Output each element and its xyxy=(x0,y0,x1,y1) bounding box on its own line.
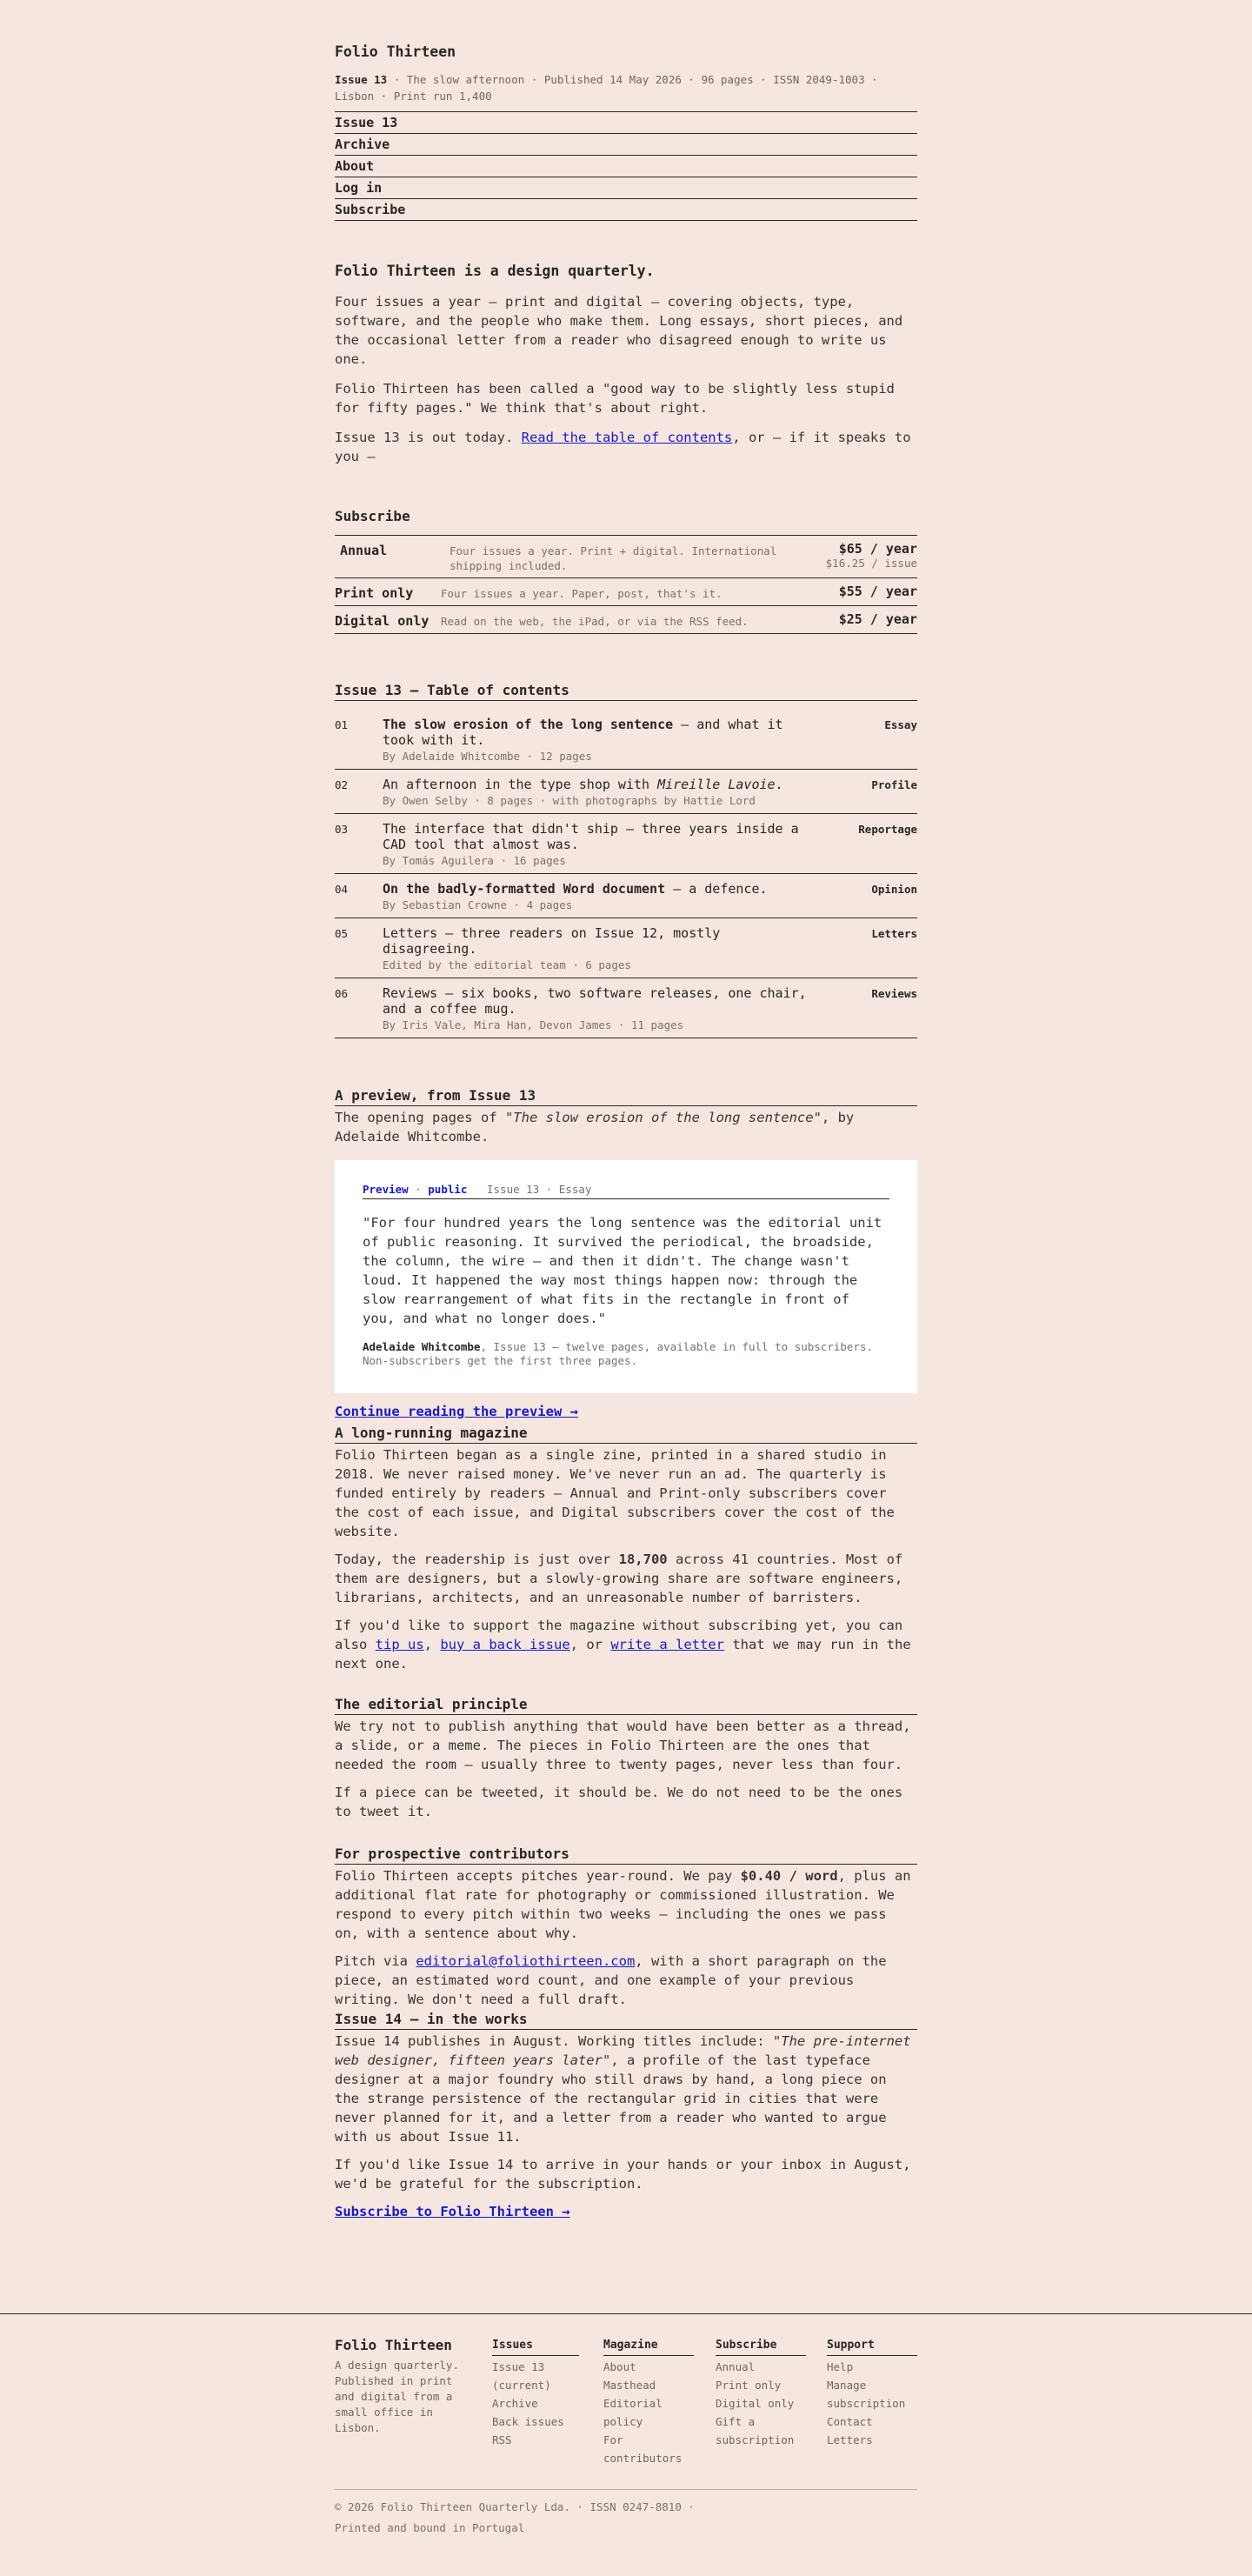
toc-byline: By Owen Selby · 8 pages · with photographs by Hattie Lord xyxy=(383,794,756,807)
toc-byline: By Iris Vale, Mira Han, Devon James · 11 pages xyxy=(383,1018,684,1031)
toc-kind: Reviews xyxy=(871,987,917,1000)
principle-paragraph-2: If a piece can be tweeted, it should be. We do not need to be the ones to tweet it. xyxy=(335,1785,903,1819)
footer-divider xyxy=(0,2313,1252,2314)
toc-number: 02 xyxy=(335,778,349,791)
toc-number: 04 xyxy=(335,883,349,896)
write-letter-link[interactable]: write a letter xyxy=(610,1637,724,1652)
history-section xyxy=(335,1425,917,1673)
history-text: Today, the readership is just over xyxy=(335,1552,619,1567)
contrib-text: Folio Thirteen accepts pitches year-round. We pay xyxy=(335,1868,741,1884)
preview-tag[interactable]: Preview xyxy=(363,1183,409,1196)
toc-item[interactable] xyxy=(335,874,917,918)
toc-link[interactable]: Read the table of contents xyxy=(521,430,733,445)
plan-price-note: $16.25 / issue xyxy=(825,557,917,570)
toc-number: 06 xyxy=(335,987,349,1000)
intro-heading: Folio Thirteen is a design quarterly. xyxy=(335,263,655,279)
toc-title xyxy=(383,777,809,792)
footer-link[interactable]: Back issues xyxy=(492,2415,564,2428)
toc-item[interactable] xyxy=(335,814,917,874)
toc-heading: Issue 13 — Table of contents xyxy=(335,682,917,701)
toc-byline: By Tomás Aguilera · 16 pages xyxy=(383,854,566,867)
toc-title-em: Mireille Lavoie xyxy=(657,777,776,792)
toc-section xyxy=(335,682,917,1038)
quote-author: Adelaide Whitcombe xyxy=(363,1340,481,1353)
footer-tagline: A design quarterly. Published in print and digital from a small office in Lisbon. xyxy=(335,2359,459,2434)
intro-paragraph-3 xyxy=(335,428,917,466)
toc-list xyxy=(335,710,917,1038)
next-issue-paragraph-2: If you'd like Issue 14 to arrive in your hands or your inbox in August, we'd be grateful for the subscription. xyxy=(335,2157,911,2192)
preview-card-header: Preview · public Issue 13 · Essay xyxy=(363,1183,889,1199)
contributors-paragraph-1 xyxy=(335,1866,917,1943)
support-sep: , or xyxy=(569,1637,611,1652)
main-nav xyxy=(335,111,917,221)
contrib-text-end: , plus an additional flat rate for photography or commissioned illustration. We respond to every pitch within two weeks — including the ones we pass on, with a sentence about why. xyxy=(335,1868,911,1941)
footer-col-magazine xyxy=(603,2336,694,2467)
plans-table xyxy=(335,535,917,634)
contributors-heading: For prospective contributors xyxy=(335,1845,917,1865)
toc-number: 01 xyxy=(335,718,349,731)
footer-link[interactable]: Gift a subscription xyxy=(716,2415,795,2446)
nav-archive[interactable]: Archive xyxy=(335,134,917,156)
history-heading: A long-running magazine xyxy=(335,1425,917,1444)
plan-name: Print only xyxy=(335,585,414,601)
toc-item[interactable] xyxy=(335,770,917,814)
plan-name: Digital only xyxy=(335,613,430,629)
preview-card xyxy=(335,1160,917,1393)
next-text: Issue 14 publishes in August. Working titles include: xyxy=(335,2033,773,2049)
footer-link[interactable]: Help xyxy=(827,2360,854,2373)
toc-byline: By Adelaide Whitcombe · 12 pages xyxy=(383,750,592,763)
continue-reading-link[interactable]: Continue reading the preview → xyxy=(335,1404,578,1419)
toc-title xyxy=(383,717,809,748)
footer-col-title: Issues xyxy=(492,2336,579,2356)
plan-digital-only[interactable] xyxy=(335,606,917,634)
preview-heading: A preview, from Issue 13 xyxy=(335,1087,917,1106)
footer-col-title: Support xyxy=(827,2336,917,2356)
preview-card-meta: Issue 13 · Essay xyxy=(487,1183,592,1196)
footer-link[interactable]: Issue 13 (current) xyxy=(492,2360,551,2392)
support-text-end: that we may run in the next one. xyxy=(335,1637,911,1672)
toc-title-end: . xyxy=(775,777,783,792)
back-issue-link[interactable]: buy a back issue xyxy=(440,1637,570,1652)
toc-title: The interface that didn't ship — three years inside a CAD tool that almost was. xyxy=(383,821,799,852)
plan-desc: Four issues a year. Paper, post, that's it. xyxy=(441,587,723,600)
support-text: If you'd like to support the magazine without subscribing yet, you can also xyxy=(335,1618,903,1652)
footer-brand[interactable]: Folio Thirteen xyxy=(335,2337,452,2353)
plan-desc: Four issues a year. Print + digital. International shipping included. xyxy=(450,544,777,572)
footer-col-support xyxy=(827,2336,917,2449)
legal-printed: Printed and bound in Portugal xyxy=(335,2521,525,2534)
footer-legal xyxy=(335,2489,917,2539)
footer-link[interactable]: Editorial policy xyxy=(603,2397,663,2428)
plan-print-only[interactable] xyxy=(335,578,917,606)
nav-log-in[interactable]: Log in xyxy=(335,177,917,199)
issue-meta xyxy=(335,71,917,104)
toc-kind: Essay xyxy=(884,718,917,731)
intro-text-end: , or — if it speaks to you — xyxy=(335,430,911,464)
principle-paragraph-1: We try not to publish anything that would have been better as a thread, a slide, or a meme. The pieces in Folio Thirteen are the ones that needed the room — usually three to twenty pages, never less than four. xyxy=(335,1718,911,1772)
toc-title: Letters — three readers on Issue 12, mostly disagreeing. xyxy=(383,925,721,957)
toc-item[interactable] xyxy=(335,918,917,978)
editorial-email-link[interactable]: editorial@foliothirteen.com xyxy=(416,1953,636,1969)
meta-details: · The slow afternoon · Published 14 May 2026 · 96 pages · ISSN 2049-1003 · Lisbon · Print run 1,400 xyxy=(335,73,878,103)
intro-section xyxy=(335,292,917,466)
subscribe-cta-link[interactable]: Subscribe to Folio Thirteen → xyxy=(335,2204,570,2219)
toc-title-rest: An afternoon in the type shop with xyxy=(383,777,658,792)
pitch-text: Pitch via xyxy=(335,1953,416,1969)
preview-section xyxy=(335,1087,917,1419)
plan-name: Annual xyxy=(340,543,388,558)
footer-col-issues xyxy=(492,2336,579,2449)
subscribe-heading: Subscribe xyxy=(335,508,410,524)
footer-link[interactable]: Letters xyxy=(827,2433,873,2446)
toc-number: 05 xyxy=(335,927,349,940)
plan-annual[interactable] xyxy=(335,536,917,578)
history-text-end: across 41 countries. Most of them are designers, but a slowly-growing share are software engineers, librarians, architects, and an unreasonable number of barristers. xyxy=(335,1552,903,1605)
readership-count: 18,700 xyxy=(618,1552,668,1567)
toc-byline: By Sebastian Crowne · 4 pages xyxy=(383,898,573,911)
footer-link[interactable]: Masthead xyxy=(603,2379,656,2392)
principle-heading: The editorial principle xyxy=(335,1696,917,1715)
toc-byline: Edited by the editorial team · 6 pages xyxy=(383,958,631,971)
intro-paragraph-2: Folio Thirteen has been called a "good way to be slightly less stupid for fifty pages." We think that's about right. xyxy=(335,381,895,416)
principle-section xyxy=(335,1696,917,1821)
plan-price: $55 / year xyxy=(838,584,917,599)
plan-price: $25 / year xyxy=(838,611,917,627)
footer-link[interactable]: Contact xyxy=(827,2415,873,2428)
footer-link[interactable]: Manage subscription xyxy=(827,2379,906,2410)
plan-price xyxy=(826,541,917,570)
toc-kind: Opinion xyxy=(871,883,917,896)
preview-attribution xyxy=(363,1340,889,1368)
nav-issue-13[interactable]: Issue 13 xyxy=(335,112,917,134)
toc-title-bold: The slow erosion of the long sentence xyxy=(383,717,674,732)
footer-link[interactable]: Print only xyxy=(716,2379,782,2392)
subscribe-section xyxy=(335,508,917,634)
footer-link[interactable]: Annual xyxy=(716,2360,756,2373)
footer-link[interactable]: For contributors xyxy=(603,2433,683,2465)
contributors-section xyxy=(335,1845,917,2009)
intro-paragraph-1: Four issues a year — print and digital — covering objects, type, software, and the people who make them. Long essays, short pieces, and the occasional letter from a reader who disagreed enough to write us one. xyxy=(335,294,903,367)
preview-lead xyxy=(335,1108,917,1146)
toc-item[interactable] xyxy=(335,978,917,1038)
footer-brand-col xyxy=(335,2336,474,2436)
next-issue-section xyxy=(335,2011,917,2219)
toc-title: Reviews — six books, two software releases, one chair, and a coffee mug. xyxy=(383,985,807,1017)
toc-title-rest: — and what it took with it. xyxy=(383,717,783,748)
word-rate: $0.40 / word xyxy=(740,1868,838,1884)
meta-issue: Issue 13 xyxy=(335,73,388,86)
toc-title xyxy=(383,881,809,897)
preview-lead-title: "The slow erosion of the long sentence" xyxy=(504,1110,822,1125)
footer-col-subscribe xyxy=(716,2336,806,2449)
preview-lead-end: , by Adelaide Whitcombe. xyxy=(335,1110,855,1145)
toc-kind: Letters xyxy=(871,927,917,940)
toc-item[interactable] xyxy=(335,710,917,770)
next-text-end: , a profile of the last typeface designer at a major foundry who still draws by hand, a long piece on the strange persistence of the rectangular grid in cities that were never planned for it, and a letter from a reader who wanted to argue with us about Issue 11. xyxy=(335,2052,887,2145)
footer-col-title: Magazine xyxy=(603,2336,694,2356)
history-paragraph-2 xyxy=(335,1550,917,1607)
nav-about[interactable]: About xyxy=(335,156,917,177)
toc-kind: Profile xyxy=(871,778,917,791)
toc-kind: Reportage xyxy=(858,823,917,836)
footer-link[interactable]: Digital only xyxy=(716,2397,795,2410)
history-paragraph-3 xyxy=(335,1616,917,1673)
tip-link[interactable]: tip us xyxy=(375,1637,424,1652)
toc-number: 03 xyxy=(335,823,349,836)
history-paragraph-1: Folio Thirteen began as a single zine, printed in a shared studio in 2018. We never raised money. We've never run an ad. The quarterly is funded entirely by readers — Annual and Print-only subscribers cover the cost of each issue, and Digital subscribers cover the cost of the website. xyxy=(335,1447,895,1539)
plan-price-value: $65 / year xyxy=(838,541,917,557)
footer-col-title: Subscribe xyxy=(716,2336,806,2356)
nav-subscribe[interactable]: Subscribe xyxy=(335,199,917,221)
preview-quote: "For four hundred years the long sentence was the editorial unit of public reasoning. It survived the periodical, the broadside, the column, the wire — and then it didn't. The change wasn't loud. It happened the way most things happen now: through the slow rearrangement of what fits in the rectangle in front of you, and what no longer does." xyxy=(363,1215,882,1326)
toc-title-rest: — a defence. xyxy=(665,881,768,897)
contributors-paragraph-2 xyxy=(335,1952,917,2009)
next-working-title: "The pre-internet web designer, fifteen years later" xyxy=(335,2033,911,2068)
support-sep: , xyxy=(423,1637,441,1652)
footer-link[interactable]: RSS xyxy=(492,2433,512,2446)
site-title[interactable]: Folio Thirteen xyxy=(335,43,456,60)
legal-copyright: © 2026 Folio Thirteen Quarterly Lda. · ISSN 0247-8810 · xyxy=(335,2500,695,2513)
preview-lead-text: The opening pages of xyxy=(335,1110,505,1125)
footer-link[interactable]: About xyxy=(603,2360,636,2373)
public-tag[interactable]: public xyxy=(428,1183,468,1196)
footer-link[interactable]: Archive xyxy=(492,2397,538,2410)
pitch-text-end: , with a short paragraph on the piece, an estimated word count, and one example of your previous writing. We don't need a full draft. xyxy=(335,1953,887,2007)
intro-text: Issue 13 is out today. xyxy=(335,430,522,445)
next-issue-heading: Issue 14 — in the works xyxy=(335,2011,917,2030)
quote-note: , Issue 13 — twelve pages, available in full to subscribers. Non-subscribers get the first three pages. xyxy=(363,1340,874,1367)
plan-desc: Read on the web, the iPad, or via the RSS feed. xyxy=(441,615,749,628)
toc-title-bold: On the badly-formatted Word document xyxy=(383,881,666,897)
next-issue-paragraph-1 xyxy=(335,2032,917,2146)
